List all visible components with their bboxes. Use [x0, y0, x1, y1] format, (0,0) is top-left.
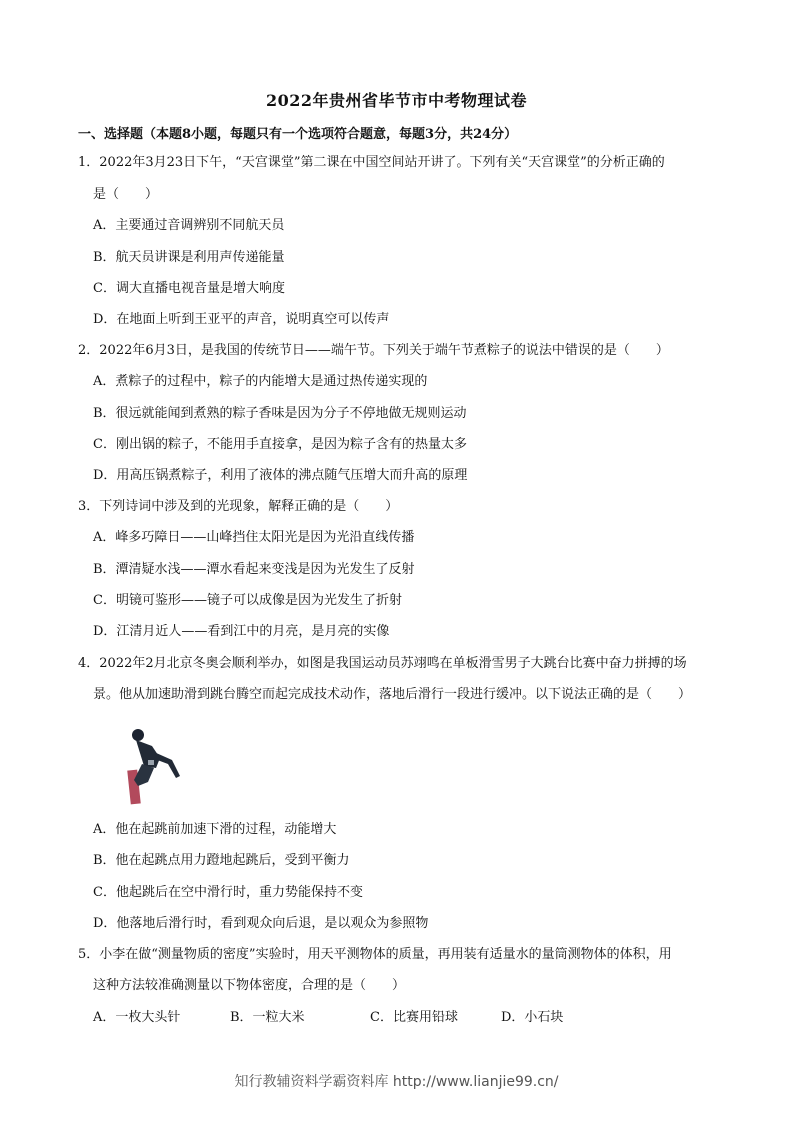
q5-option-b: B．一粒大米 [230, 1010, 305, 1025]
q5-options-row [93, 1009, 563, 1027]
q5-option-c: C．比赛用铅球 [370, 1010, 458, 1025]
q1-option-c: C．调大直播电视音量是增大响度 [93, 281, 285, 296]
exam-title: 2022年贵州省毕节市中考物理试卷 [265, 91, 528, 110]
head-shape [132, 729, 144, 741]
q3-option-b: B．潭清疑水浅——潭水看起来变浅是因为光发生了反射 [93, 562, 415, 577]
q1-stem-line2: 是（ ） [93, 187, 159, 202]
q3-option-d: D．江清月近人——看到江中的月亮，是月亮的实像 [93, 624, 390, 639]
q2-option-a: A．煮粽子的过程中，粽子的内能增大是通过热传递实现的 [93, 374, 428, 389]
q5-option-d: D．小石块 [501, 1010, 564, 1025]
q3-option-c: C．明镜可鉴形——镜子可以成像是因为光发生了折射 [93, 593, 402, 608]
q2-option-d: D．用高压锅煮粽子，利用了液体的沸点随气压增大而升高的原理 [93, 468, 468, 483]
q2-stem-line1: 2．2022年6月3日，是我国的传统节日——端午节。下列关于端午节煮粽子的说法中错误的是（ ） [78, 343, 669, 358]
q4-option-c: C．他起跳后在空中滑行时，重力势能保持不变 [93, 885, 363, 900]
q5-option-a: A．一枚大头针 [93, 1010, 181, 1025]
q1-stem-line1: 1．2022年3月23日下午，“天宫课堂”第二课在中国空间站开讲了。下列有关“天宫课堂”的分析正确的 [78, 155, 665, 170]
q4-option-a: A．他在起跳前加速下滑的过程，动能增大 [93, 822, 337, 837]
bib-shape [148, 760, 154, 765]
q5-stem-line2: 这种方法较准确测量以下物体密度，合理的是（ ） [93, 978, 406, 993]
q4-stem-line2: 景。他从加速助滑到跳台腾空而起完成技术动作，落地后滑行一段进行缓冲。以下说法正确的是（ ） [93, 687, 692, 702]
q2-option-c: C．刚出锅的粽子，不能用手直接拿，是因为粽子含有的热量太多 [93, 437, 467, 452]
q2-option-b: B．很远就能闻到煮熟的粽子香味是因为分子不停地做无规则运动 [93, 406, 467, 421]
q5-stem-line1: 5．小李在做“测量物质的密度”实验时，用天平测物体的质量，再用装有适量水的量筒测物体的体积，用 [78, 947, 672, 962]
q1-option-d: D．在地面上听到王亚平的声音，说明真空可以传声 [93, 312, 390, 327]
q1-option-a: A．主要通过音调辨别不同航天员 [93, 218, 285, 233]
q4-option-d: D．他落地后滑行时，看到观众向后退，是以观众为参照物 [93, 916, 429, 931]
section-heading: 一、选择题（本题8小题，每题只有一个选项符合题意，每题3分，共24分） [78, 127, 518, 142]
watermark-footer: 知行教辅资料学霸资料库 http://www.lianjie99.cn/ [234, 1074, 559, 1090]
q3-stem-line1: 3．下列诗词中涉及到的光现象，解释正确的是（ ） [78, 499, 399, 514]
snowboarder-image [126, 726, 182, 806]
q4-option-b: B．他在起跳点用力蹬地起跳后，受到平衡力 [93, 853, 350, 868]
q3-option-a: A．峰多巧障日——山峰挡住太阳光是因为光沿直线传播 [93, 530, 415, 545]
q4-stem-line1: 4．2022年2月北京冬奥会顺利举办，如图是我国运动员苏翊鸣在单板滑雪男子大跳台比赛中奋力拼搏的场 [78, 656, 687, 671]
q1-option-b: B．航天员讲课是利用声传递能量 [93, 250, 285, 265]
